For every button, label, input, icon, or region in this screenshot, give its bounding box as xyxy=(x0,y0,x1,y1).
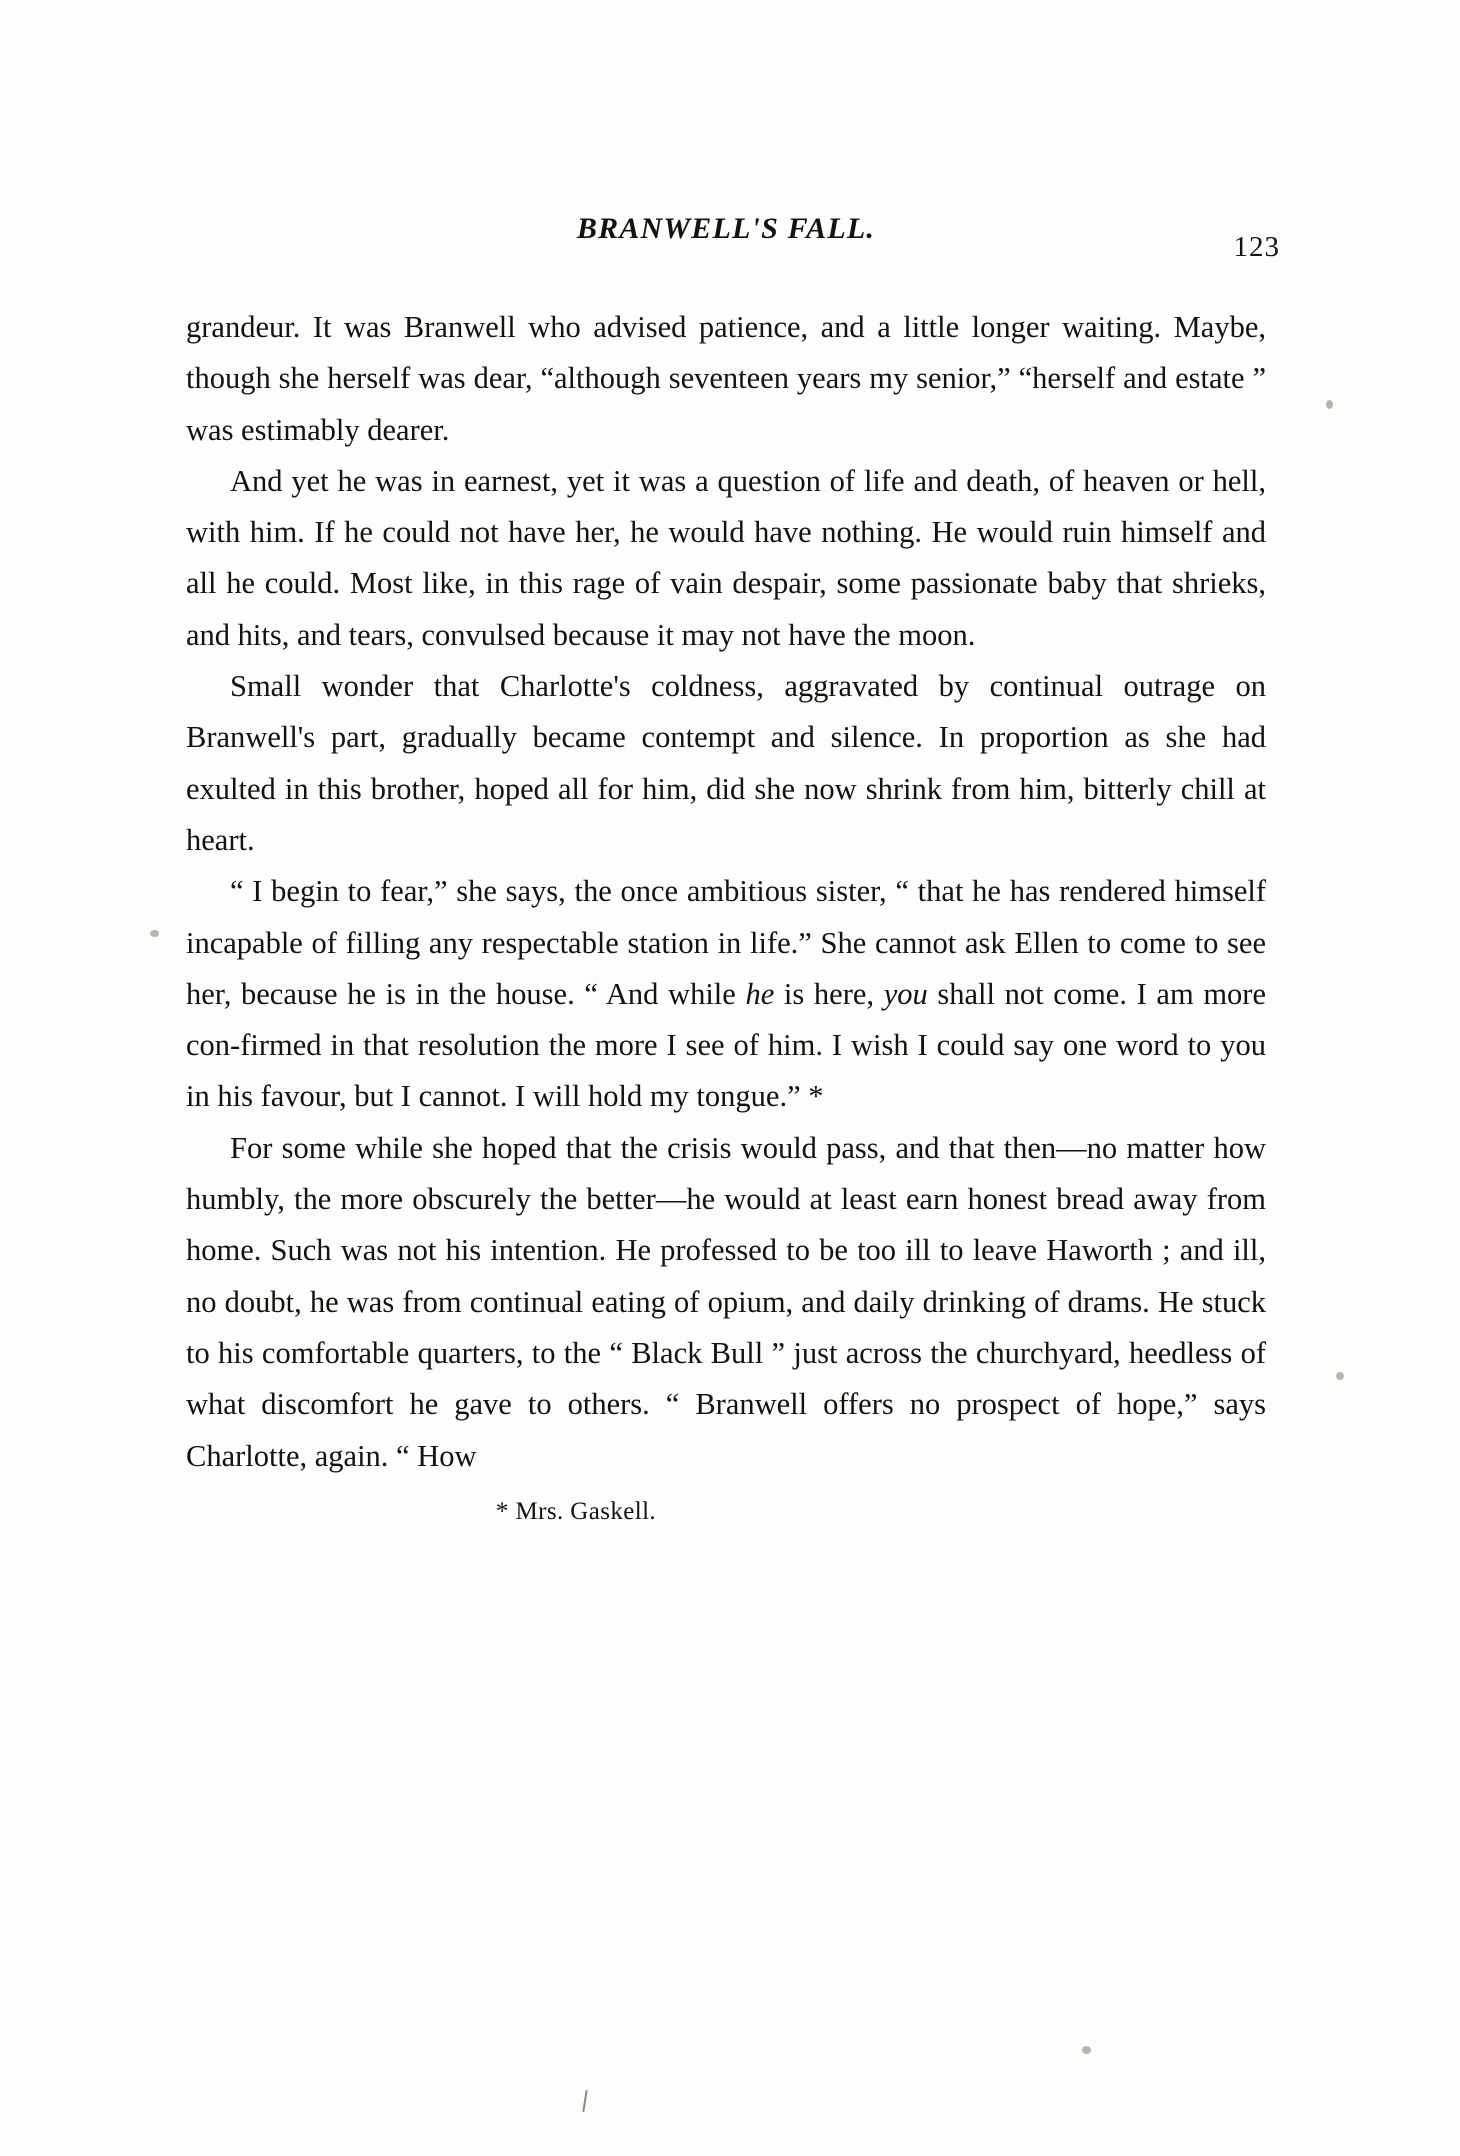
footnote: * Mrs. Gaskell. xyxy=(495,1497,657,1525)
page-artifact-mark xyxy=(582,2090,587,2112)
paragraph: For some while she hoped that the crisis would pass, and that then—no matter how humbly, the more obscurely the better—he would at least earn honest bread away from home. Such was not his intention. He professed to be too ill to leave Haworth ; and ill, no doubt, he was from continual eating of opium, and daily drinking of drams. He stuck to his comfortable quarters, to the “ Black Bull ” just across the churchyard, heedless of what discomfort he gave to others. “ Branwell offers no prospect of hope,” says Charlotte, again. “ How xyxy=(186,1130,1266,1473)
paragraph-with-italics xyxy=(186,866,1266,1122)
italic-word-he: he xyxy=(745,976,775,1011)
paper-speck xyxy=(1082,2046,1091,2054)
paragraph: Small wonder that Charlotte's coldness, aggravated by continual outrage on Branwell's part, gradually became contempt and silence. In proportion as she had exulted in this brother, hoped all for him, did she now shrink from him, bitterly chill at heart. xyxy=(186,669,1266,857)
text-run: “ I begin to fear,” she says, the once ambitious sister, “ that he has rendered himself incapable of filling any respectable station in life.” She cannot ask Ellen to come to see her, because he is in the house. “ And while xyxy=(186,874,1266,1011)
page-header xyxy=(186,212,1280,266)
running-title: BRANWELL'S FALL. xyxy=(576,212,876,245)
text-run: shall not come. I am more con-firmed in that resolution the more I see of him. I wish I could say one word to you in his favour, but I cannot. I will hold my tongue.” * xyxy=(186,976,1267,1114)
paper-speck xyxy=(1336,1372,1344,1380)
body-text xyxy=(186,302,1266,1482)
page-content xyxy=(186,212,1280,1526)
italic-word-you: you xyxy=(883,976,928,1011)
paper-speck xyxy=(150,930,159,937)
text-run: is here, xyxy=(774,976,884,1011)
paper-speck xyxy=(1326,400,1333,409)
paragraph: And yet he was in earnest, yet it was a question of life and death, of heaven or hell, with him. If he could not have her, he would have nothing. He would ruin himself and all he could. Most like, in this rage of vain despair, some passionate baby that shrieks, and hits, and tears, convulsed because it may not have the moon. xyxy=(186,463,1266,652)
paragraph: grandeur. It was Branwell who advised patience, and a little longer waiting. Maybe, though she herself was dear, “although seventeen years my senior,” “herself and estate ” was estimably dearer. xyxy=(186,310,1266,447)
page-number: 123 xyxy=(1233,231,1280,263)
